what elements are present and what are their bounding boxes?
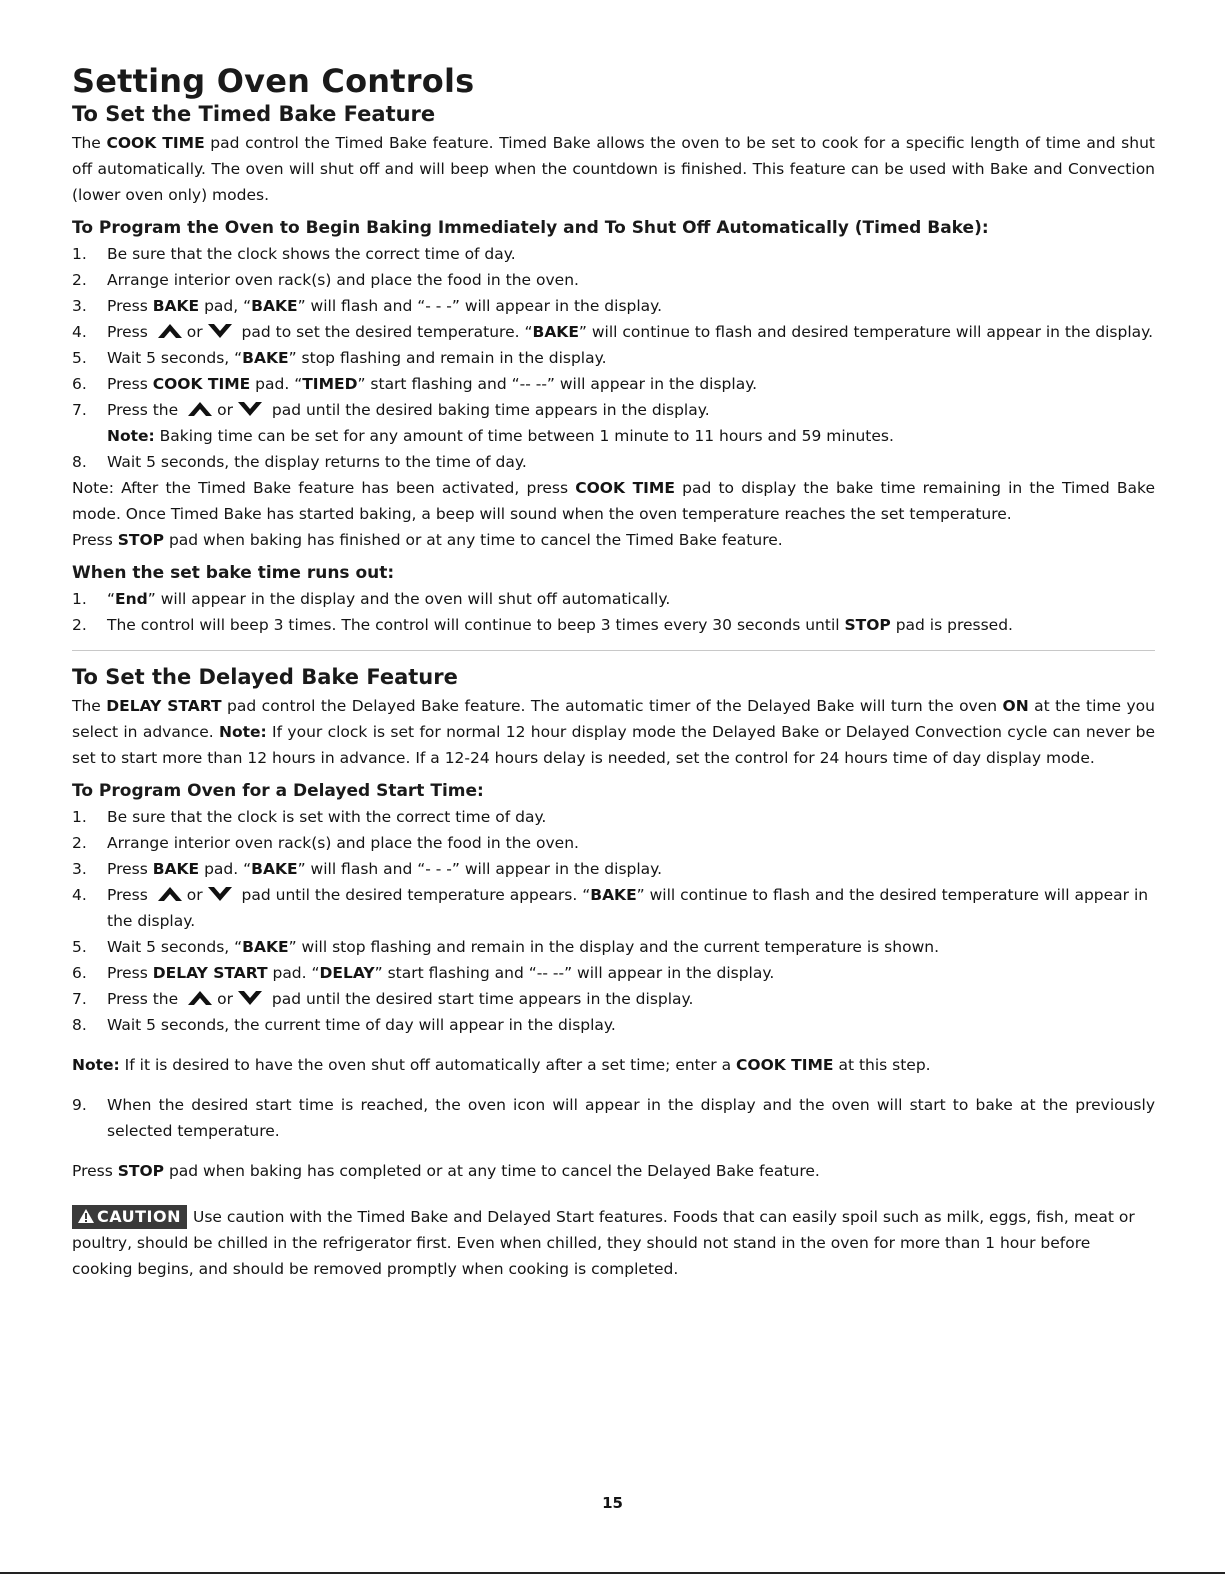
- up-arrow-icon: [187, 401, 213, 417]
- list-item: 3. Press BAKE pad, “BAKE” will flash and “- - -” will appear in the display.: [72, 297, 663, 315]
- list-item: 6. Press DELAY START pad. “DELAY” start flashing and “-- --” will appear in the display.: [72, 964, 775, 982]
- timed-bake-after-note: Note: After the Timed Bake feature has been activated, press COOK TIME pad to display the bake time remaining in the Timed Bake mode. Once Timed Bake has started baking, a beep will sound when the oven temperature reaches the set temperature.: [72, 479, 1156, 523]
- timed-bake-heading: To Set the Timed Bake Feature: [72, 102, 436, 126]
- delayed-bake-step-9: [72, 1092, 1155, 1144]
- bottom-rule: [0, 1572, 1225, 1574]
- timed-bake-program-heading: To Program the Oven to Begin Baking Immediately and To Shut Off Automatically (Timed Bake):: [72, 218, 989, 238]
- timed-bake-intro: The COOK TIME pad control the Timed Bake feature. Timed Bake allows the oven to be set to cook for a specific length of time and shut off automatically. The oven will shut off and will beep when the countdown is finished. This feature can be used with Bake and Convection (lower oven only) modes.: [72, 134, 1155, 204]
- up-arrow-icon: [157, 886, 183, 902]
- section-divider: [72, 650, 1155, 651]
- down-arrow-icon: [207, 323, 233, 339]
- delayed-bake-note: Note: If it is desired to have the oven shut off automatically after a set time; enter a COOK TIME at this step.: [72, 1056, 931, 1074]
- runs-out-steps: [72, 586, 1155, 638]
- list-item: 2. Arrange interior oven rack(s) and place the food in the oven.: [72, 271, 579, 289]
- list-item: 8. Wait 5 seconds, the current time of day will appear in the display.: [72, 1016, 616, 1034]
- list-item: 4. Press or pad to set the desired temperature. “BAKE” will continue to flash and desired temperature will appear in the display.: [72, 323, 1154, 341]
- down-arrow-icon: [237, 401, 263, 417]
- list-item: 1. “End” will appear in the display and the oven will shut off automatically.: [72, 590, 671, 608]
- page-title: Setting Oven Controls: [72, 62, 475, 100]
- list-item: 1. Be sure that the clock is set with the correct time of day.: [72, 808, 547, 826]
- down-arrow-icon: [207, 886, 233, 902]
- timed-bake-steps: [72, 241, 1155, 475]
- list-item: 4. Press or pad until the desired temperature appears. “BAKE” will continue to flash and the desired temperature will appear in the display.: [72, 886, 1149, 930]
- list-item: 8. Wait 5 seconds, the display returns to the time of day.: [72, 453, 527, 471]
- list-item: 3. Press BAKE pad. “BAKE” will flash and “- - -” will appear in the display.: [72, 860, 663, 878]
- list-item: 5. Wait 5 seconds, “BAKE” stop flashing and remain in the display.: [72, 349, 607, 367]
- warning-triangle-icon: [78, 1209, 94, 1223]
- list-item: 5. Wait 5 seconds, “BAKE” will stop flashing and remain in the display and the current temperature is shown.: [72, 938, 939, 956]
- list-item: 7. Press the or pad until the desired baking time appears in the display.: [72, 401, 710, 419]
- list-item: 7. Press the or pad until the desired start time appears in the display.: [72, 990, 694, 1008]
- step-note: Note: Baking time can be set for any amount of time between 1 minute to 11 hours and 59 minutes.: [107, 427, 894, 445]
- delayed-bake-stop-line: Press STOP pad when baking has completed or at any time to cancel the Delayed Bake feature.: [72, 1162, 820, 1180]
- list-item: 6. Press COOK TIME pad. “TIMED” start flashing and “-- --” will appear in the display.: [72, 375, 758, 393]
- caution-badge: CAUTION: [72, 1205, 187, 1229]
- list-item: 2. The control will beep 3 times. The control will continue to beep 3 times every 30 seconds until STOP pad is pressed.: [72, 616, 1013, 634]
- up-arrow-icon: [187, 990, 213, 1006]
- delayed-bake-steps: [72, 804, 1155, 1038]
- up-arrow-icon: [157, 323, 183, 339]
- list-item: 2. Arrange interior oven rack(s) and place the food in the oven.: [72, 834, 579, 852]
- delayed-program-heading: To Program Oven for a Delayed Start Time:: [72, 781, 484, 801]
- runs-out-heading: When the set bake time runs out:: [72, 563, 395, 583]
- list-item: 9. When the desired start time is reached, the oven icon will appear in the display and the oven will start to bake at the previously selected temperature.: [72, 1096, 1155, 1140]
- caution-paragraph: CAUTION Use caution with the Timed Bake and Delayed Start features. Foods that can easily spoil such as milk, eggs, fish, meat or poultry, should be chilled in the refrigerator first. Even when chilled, they should not stand in the oven for more than 1 hour before cooking begins, and should be removed promptly when cooking is completed.: [72, 1207, 1135, 1278]
- page-number: 15: [602, 1494, 623, 1512]
- delayed-bake-intro: The DELAY START pad control the Delayed Bake feature. The automatic timer of the Delayed Bake will turn the oven ON at the time you select in advance. Note: If your clock is set for normal 12 hour display mode the Delayed Bake or Delayed Convection cycle can never be set to start more than 12 hours in advance. If a 12-24 hours delay is needed, set the control for 24 hours time of day display mode.: [72, 697, 1155, 767]
- manual-page: [72, 62, 1155, 1282]
- down-arrow-icon: [237, 990, 263, 1006]
- timed-bake-stop-line: Press STOP pad when baking has finished or at any time to cancel the Timed Bake feature.: [72, 531, 783, 549]
- delayed-bake-heading: To Set the Delayed Bake Feature: [72, 665, 458, 689]
- list-item: 1. Be sure that the clock shows the correct time of day.: [72, 245, 516, 263]
